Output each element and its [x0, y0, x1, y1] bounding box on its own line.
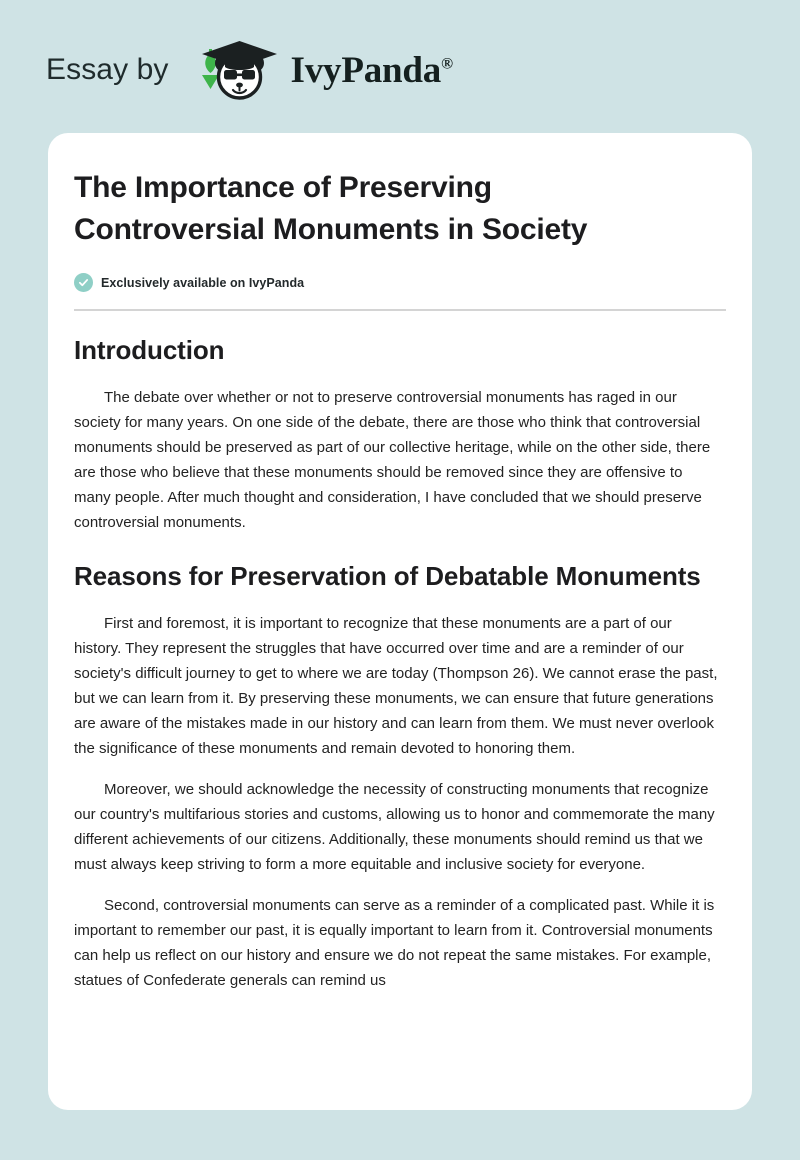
paragraph: Second, controversial monuments can serve as a reminder of a complicated past. While it is important to remember our past, it is equally important to learn from it. Controversial monuments can help us reflect on our history and ensure we do not repeat the same mistakes. For example, statues of Confederate generals can remind us	[74, 897, 715, 989]
ivypanda-wordmark	[290, 49, 453, 91]
paragraph: The debate over whether or not to preserve controversial monuments has raged in our society for many years. On one side of the debate, there are those who think that controversial monuments should be preserved as part of our collective heritage, while on the other side, there are those who believe that these monuments should be removed since they are offensive to many people. After much thought and consideration, I have concluded that we should preserve controversial monuments.	[74, 389, 711, 531]
status-badge	[74, 273, 724, 292]
section-heading-introduction: Introduction	[74, 335, 225, 365]
essay-card	[48, 133, 752, 1110]
registered-mark: ®	[441, 55, 453, 73]
essay-by-label: Essay by	[46, 53, 169, 86]
wordmark-text: IvyPanda	[290, 49, 442, 91]
paragraph: Moreover, we should acknowledge the necessity of constructing monuments that recognize our country's multifarious stories and customs, allowing us to honor and commemorate the many different achievements of our citizens. Additionally, these monuments should remind us that we must always keep striving to form a more equitable and inclusive society for everyone.	[74, 781, 715, 873]
section-heading-reasons: Reasons for Preservation of Debatable Monuments	[74, 561, 701, 591]
ivypanda-logo[interactable]	[189, 37, 453, 103]
panda-graduate-icon	[189, 37, 285, 103]
status-badge-label: Exclusively available on IvyPanda	[101, 275, 305, 290]
essay-card-inner	[48, 133, 752, 993]
page-title: The Importance of Preserving Controversial Monuments in Society	[74, 171, 588, 246]
check-circle-icon	[74, 273, 93, 292]
brand-header	[46, 34, 453, 106]
header-divider	[74, 309, 726, 311]
paragraph: First and foremost, it is important to recognize that these monuments are a part of our history. They represent the struggles that have occurred over time and are a reminder of our society's difficult journey to get to where we are today (Thompson 26). We cannot erase the past, but we can learn from it. By preserving these monuments, we can ensure that future generations are aware of the mistakes made in our history and can learn from them. We must never overlook the significance of these monuments and remain devoted to honoring them.	[74, 615, 718, 757]
